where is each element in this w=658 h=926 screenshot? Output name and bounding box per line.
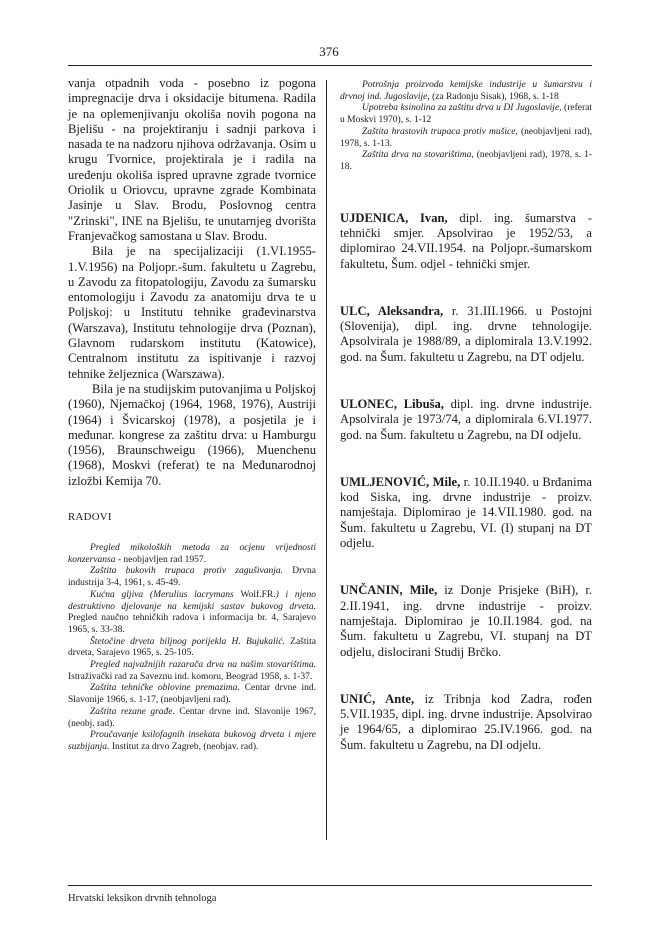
publication-title: Proučavanje ksilofagnih insekata bukovog drveta i mjere suzbijanja. — [68, 730, 316, 752]
spacer — [340, 660, 592, 692]
publication-item — [340, 80, 592, 103]
publication-title: Zaštita tehničke oblovine premazima. — [90, 683, 240, 694]
publication-title: Pregled najvažnijih razarača drva na našim stovarištima. — [90, 660, 316, 671]
publication-title-cont: ) i njeno destruktivno djelovanje na kemijski sastav bukovog drveta. — [68, 589, 316, 612]
publication-details: Drvna industrija 3-4, 1961, s. 45-49. — [68, 566, 316, 589]
page-number: 376 — [319, 44, 339, 59]
publication-item — [340, 127, 592, 150]
entry-text: dipl. ing. drvne industrije. Apsolvirala je 1973/74, a diplomirala 6.VI.1977. god. na Šum. fakultetu u Zagrebu, na DI odjelu. — [340, 397, 592, 442]
entry-name: UMLJENOVIĆ, Mile, — [340, 474, 461, 489]
publication-details: (neobjavljeni rad), 1978, s. 1-13. — [340, 126, 592, 149]
spacer — [340, 443, 592, 475]
publication-author: Wolf.FR. — [240, 589, 276, 600]
publication-details: Institut za drvo Zagreb, (neobjav. rad). — [109, 741, 259, 752]
publication-details: Pregled naučno tehničkih radova i informacija br. 4, Sarajevo 1965, s. 33-38. — [68, 613, 316, 635]
spacer — [340, 272, 592, 304]
publication-title: Potrošnja proizvoda kemijske industrije u šumarstvu i drvnoj ind. Jugoslavije, — [340, 80, 592, 102]
lexicon-entry — [340, 475, 592, 551]
lexicon-entry — [340, 583, 592, 659]
publication-item — [340, 150, 592, 173]
publication-item — [68, 730, 316, 753]
publication-title: Štetočine drveta biljnog porijekla H. Bujukalić. — [90, 636, 285, 647]
publication-details: Istraživački rad za Saveznu ind. komoru, Beograd 1958, s. 1-37. — [68, 671, 313, 682]
publication-item — [68, 590, 316, 637]
spacer — [340, 551, 592, 583]
footer-title: Hrvatski leksikon drvnih tehnologa — [68, 893, 217, 904]
publication-details: - neobjavljen rad 1957. — [115, 554, 206, 565]
publication-item — [68, 660, 316, 683]
publication-item — [68, 683, 316, 706]
publication-details: (neobjavljeni rad), 1978, s. 1-18. — [340, 150, 592, 172]
body-paragraph: Bila je na studijskim putovanjima u Poljskoj (1960), Njemačkoj (1964, 1968, 1976), Austriji (1964) i Švicarskoj (1978), a posjetila je i međunar. kongrese za zaštitu drva: u Hamburgu (1956), Braunschweigu (1966), Muenchenu (1968), Moskvi (referat) te na Međunarodnoj izložbi Kemija 70. — [68, 381, 316, 488]
publication-title: Kućna gljiva (Merulius lacrymans — [90, 589, 241, 600]
publication-item — [68, 543, 316, 566]
entry-name: UNIĆ, Ante, — [340, 691, 415, 706]
entry-text: iz Donje Prisjeke (BiH), r. 2.II.1941, ing. drvne industrije - proizv. namještaja. Diplomirao je 10.II.1984. god. na Šum. fakultetu u Zagrebu, VI. stupanj na DT odjelu, dislocirani Studij Brčko. — [340, 583, 592, 659]
publication-details: Zaštita drveta, Sarajevo 1965, s. 25-105. — [68, 636, 316, 659]
lexicon-entry — [340, 397, 592, 443]
entry-name: UNČANIN, Mile, — [340, 583, 438, 598]
publication-details: Centar drvne ind. Slavonije 1966, s. 1-17, (neobjavljeni rad). — [68, 683, 316, 706]
body-paragraph: Bila je na specijalizaciji (1.VI.1955-1.V.1956) na Poljopr.-šum. fakultetu u Zagrebu, u Zavodu za fitopatologiju, Zavodu za šumarsku entomologiju i Zavodu za anatomiju drva te u Poljskoj: u Institutu tehnike građevinarstva (Warszava), Institutu tehnologije drva (Poznan), Glavnom rudarskom institutu (Katowice), Centralnom institutu za ispitivanje i razvoj tehnike željeznica (Warszawa). — [68, 244, 316, 381]
lexicon-entry — [340, 304, 592, 365]
entry-text: r. 10.II.1940. u Brđanima kod Siska, ing. drvne industrije - proizv. namještaja. Diplomirao je 14.VII.1980. god. na Šum. fakultetu u Zagrebu, VI. (I) stupanj na DT odjelu. — [340, 474, 592, 551]
entry-name: ULC, Aleksandra, — [340, 303, 444, 318]
body-paragraph: vanja otpadnih voda - posebno iz pogona impregnacije drva i oksidacije bitumena. Radila je na oplemenjivanju okoliša novih pogona na Bjelišu - na projektiranju i sadnji parkova i nasada te na nadzoru njihova održavanja. Osim u krugu Tvornice, projektirala je i radila na uređenju okoliša ispred upravne zgrade tvornice Oriolik u Oriovcu, upravne zgrade Kombinata Jasinje u Slav. Brodu, Poslovnog centra "Zrinski", INE na Bjelišu, te unutarnjeg dvorišta Franjevačkog samostana u Slav. Brodu. — [68, 76, 316, 243]
lexicon-entry — [340, 692, 592, 753]
entry-text: iz Tribnja kod Zadra, rođen 5.VII.1935, dipl. ing. drvne industrije. Apsolvirao je 1964/65, a diplomirao 25.IV.1966. god. na Šum. fakultetu u Zagrebu, na DI odjelu. — [340, 691, 592, 752]
publication-item — [340, 103, 592, 126]
publication-details: Centar drvne ind. Slavonije 1967, (neobj. rad). — [68, 706, 316, 729]
entry-name: ULONEC, Libuša, — [340, 397, 444, 411]
publication-title: Upotreba ksinolina za zaštitu drva u DI Jugoslavije, — [362, 103, 562, 114]
entry-text: r. 31.III.1966. u Postojni (Slovenija), dipl. ing. drvne tehnologije. Apsolvirala je 1988/89, a diplomirala 13.V.1992. god. na Šum. fakultetu u Zagrebu, na DT odjelu. — [340, 303, 592, 364]
entry-text: dipl. ing. šumarstva - tehnički smjer. Apsolvirao je 1952/53, a diplomirao 24.VII.1954. na Poljopr.-šumarskom fakultetu, Šum. odjel - tehnički smjer. — [340, 210, 592, 271]
publication-item — [68, 637, 316, 660]
publication-title: Zaštita bukovih trupaca protiv zagušivanja. — [90, 566, 284, 577]
radovi-heading: RADOVI — [68, 511, 112, 524]
spacer — [340, 365, 592, 397]
right-column — [340, 80, 592, 753]
spacer — [340, 174, 592, 211]
publication-title: Pregled mikoloških metoda za ocjenu vrijednosti konzervansa — [68, 543, 316, 565]
footer-rule — [68, 885, 592, 886]
lexicon-entry — [340, 211, 592, 272]
publication-title: Zaštita drva na stovarištima, — [362, 150, 474, 161]
publication-details: (referat u Moskvi 1970), s. 1-12 — [340, 103, 592, 126]
publication-item — [68, 566, 316, 589]
column-divider — [326, 80, 327, 840]
header-rule — [68, 65, 592, 66]
publication-title: Zaštita rezane građe. — [90, 706, 175, 717]
publication-details: (za Radonju Sisak), 1968, s. 1-18 — [429, 91, 559, 102]
publication-title: Zaštita hrastovih trupaca protiv mušice, — [362, 126, 518, 137]
entry-name: UJDENICA, Ivan, — [340, 210, 448, 225]
publication-item — [68, 707, 316, 730]
left-column — [68, 76, 316, 754]
